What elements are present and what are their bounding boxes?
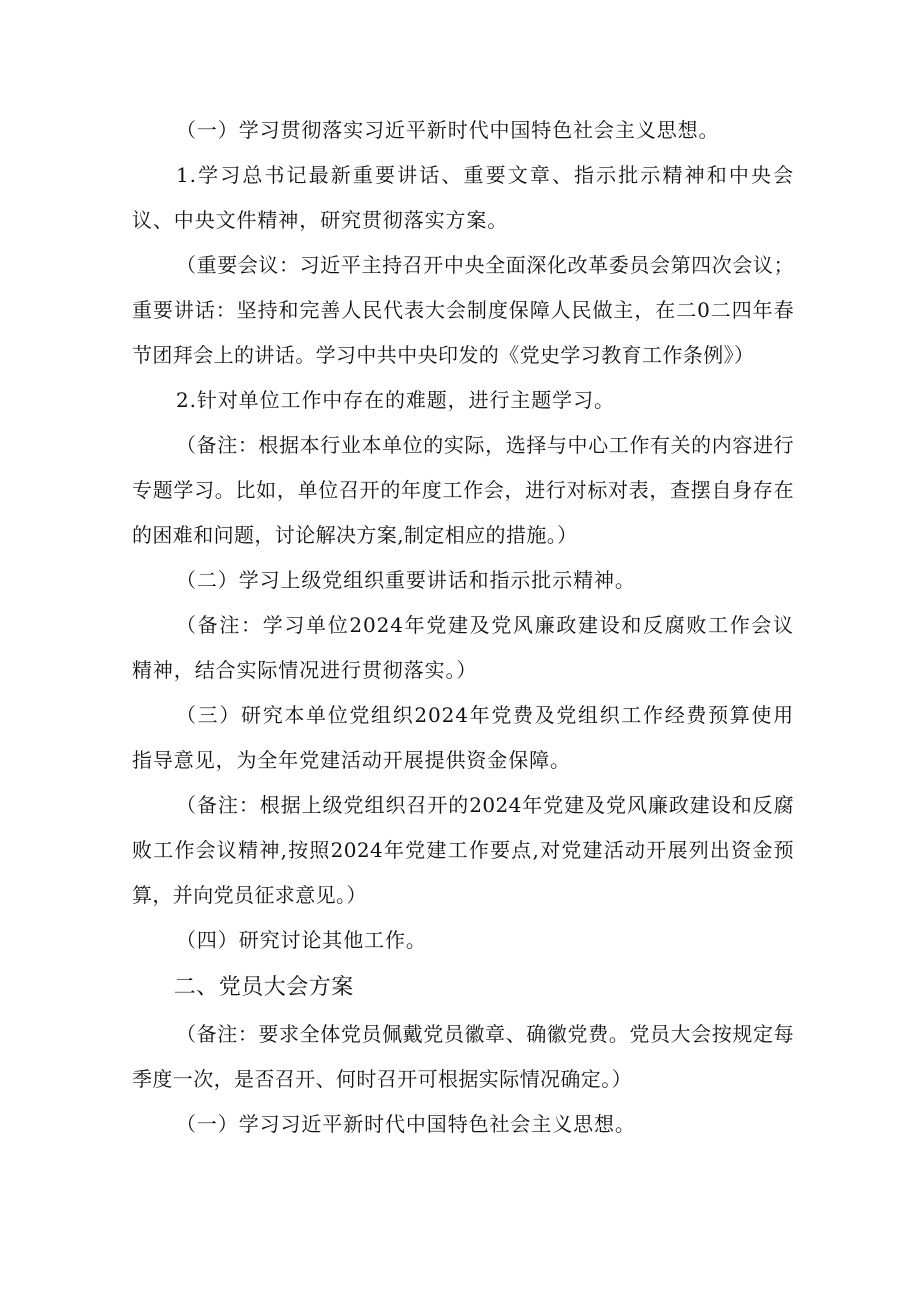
paragraph-item-1: 1.学习总书记最新重要讲话、重要文章、指示批示精神和中央会议、中央文件精神，研究贯彻落实方案。 [132, 163, 794, 232]
paragraph-study-superior: （二）学习上级党组织重要讲话和指示批示精神。 [176, 568, 636, 592]
paragraph-note-party-congress: （备注：要求全体党员佩戴党员徽章、确徽党费。党员大会按规定每季度一次，是否召开、何时召开可根据实际情况确定。） [132, 1022, 794, 1091]
paragraph-study-thought: （一）学习贯彻落实习近平新时代中国特色社会主义思想。 [176, 118, 720, 142]
paragraph-note-budget: （备注：根据上级党组织召开的2024年党建及党风廉政建设和反腐败工作会议精神,按照2024年党建工作要点,对党建活动开展列出资金预算，并向党员征求意见。） [132, 793, 794, 907]
paragraph-note-2024-meeting: （备注：学习单位2024年党建及党风廉政建设和反腐败工作会议精神，结合实际情况进行贯彻落实。） [132, 613, 794, 682]
section-heading-party-congress: 二、党员大会方案 [173, 975, 354, 1000]
paragraph-party-fee-budget: （三）研究本单位党组织2024年党费及党组织工作经费预算使用指导意见，为全年党建活动开展提供资金保障。 [132, 703, 794, 772]
document-body [132, 108, 794, 1147]
paragraph-study-thought-2: （一）学习习近平新时代中国特色社会主义思想。 [176, 1112, 636, 1136]
paragraph-item-2: 2.针对单位工作中存在的难题，进行主题学习。 [176, 388, 615, 412]
paragraph-note-topic-study: （备注：根据本行业本单位的实际，选择与中心工作有关的内容进行专题学习。比如，单位召开的年度工作会，进行对标对表，查摆自身存在的困难和问题，讨论解决方案,制定相应的措施。） [132, 433, 794, 547]
paragraph-important-meetings: （重要会议：习近平主持召开中央全面深化改革委员会第四次会议；重要讲话：坚持和完善人民代表大会制度保障人民做主，在二0二四年春节团拜会上的讲话。学习中共中央印发的《党史学习教育工作条例》） [132, 253, 794, 367]
paragraph-other-work: （四）研究讨论其他工作。 [176, 928, 427, 952]
